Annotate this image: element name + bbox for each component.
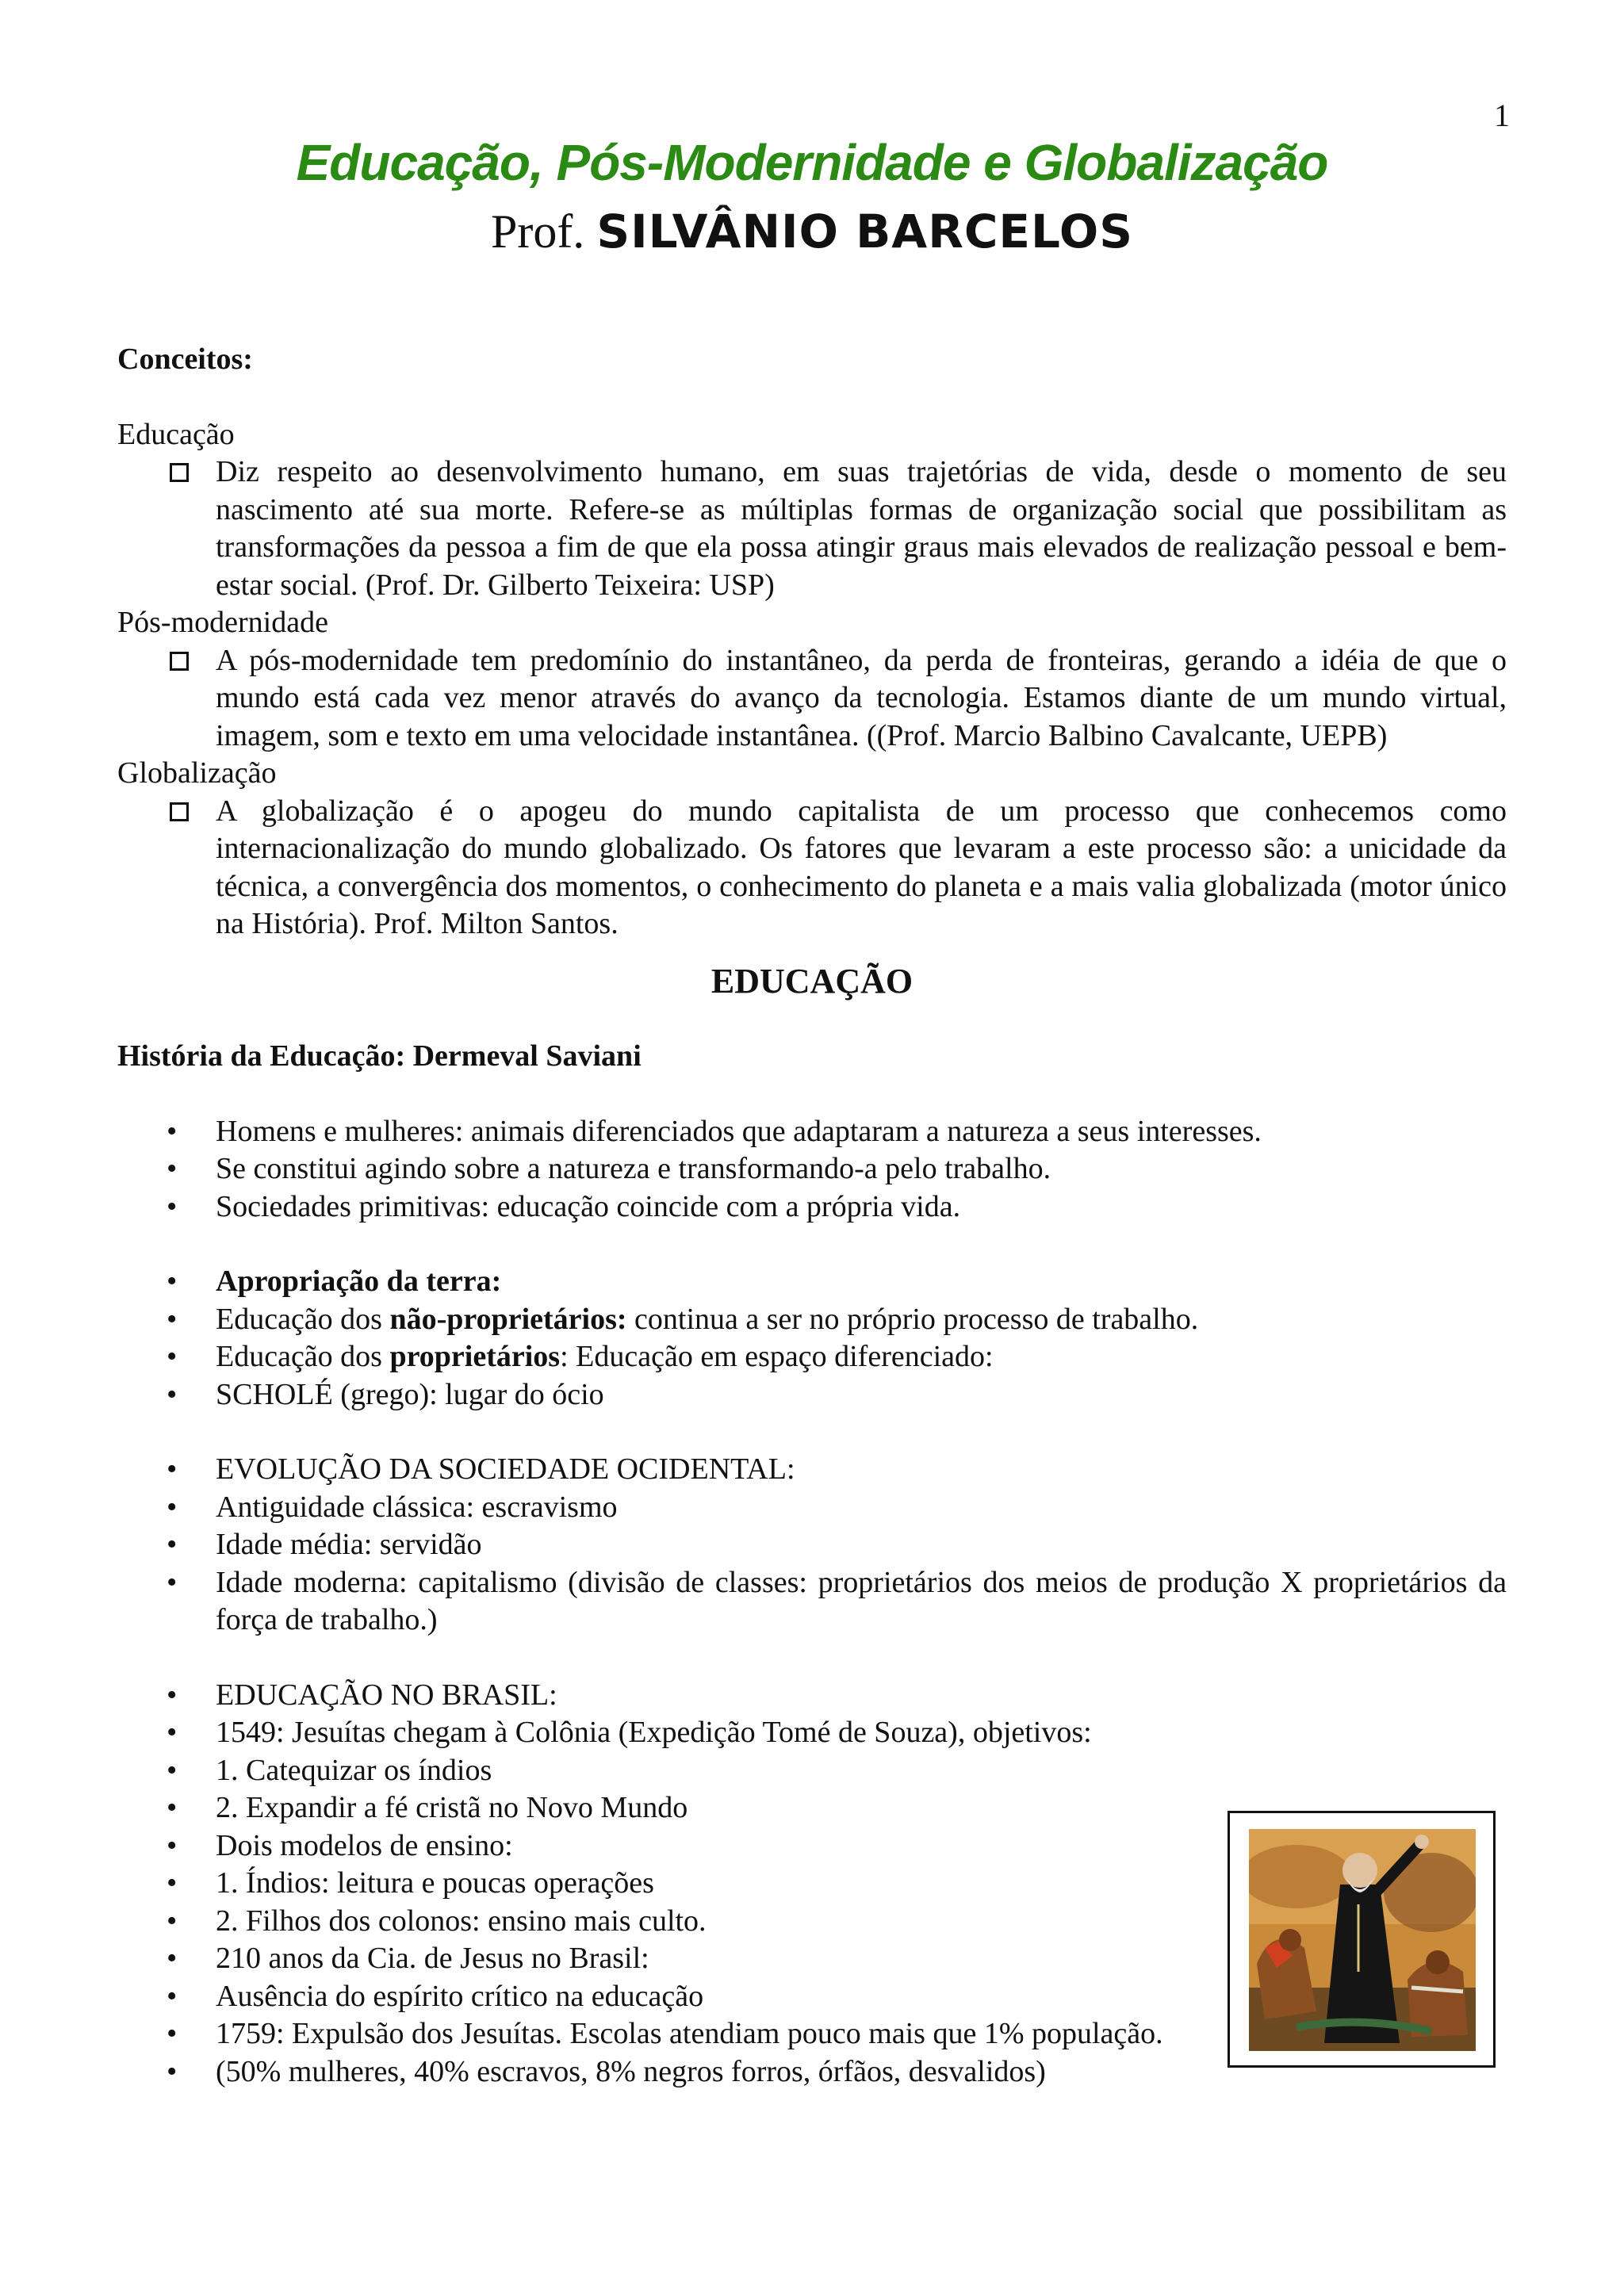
bullet-list-land [117, 1263, 1507, 1414]
list-item: • 1549: Jesuítas chegam à Colônia (Expedição Tomé de Souza), objetivos: [117, 1714, 1507, 1752]
checkbox-square-icon [170, 652, 189, 671]
concept-text: Diz respeito ao desenvolvimento humano, em suas trajetórias de vida, desde o momento de seu nascimento até sua morte. Refere-se as múltiplas formas de organização social que possibilitam as transformações da pessoa a fim de que ela possa atingir graus mais elevados de realização pessoal e bem-estar social. (Prof. Dr. Gilberto Teixeira: USP) [216, 455, 1507, 602]
list-item: • (50% mulheres, 40% escravos, 8% negros forros, órfãos, desvalidos) [117, 2053, 1507, 2091]
concept-definition [117, 642, 1507, 756]
section-heading: EDUCAÇÃO [710, 961, 914, 1001]
list-item: • 2. Expandir a fé cristã no Novo Mundo [117, 1789, 1507, 1827]
list-item-bold: Apropriação da terra: [216, 1265, 502, 1298]
page-number: 1 [1494, 98, 1510, 133]
checkbox-square-icon [170, 463, 189, 482]
list-item: • 1. Índios: leitura e poucas operações [117, 1865, 1507, 1903]
list-item [117, 1338, 1507, 1376]
list-item: • Idade média: servidão [117, 1526, 1507, 1564]
concept-definition [117, 793, 1507, 943]
list-item: • 210 anos da Cia. de Jesus no Brasil: [117, 1940, 1507, 1978]
list-item: • SCHOLÉ (grego): lugar do ócio [117, 1376, 1507, 1414]
list-item [117, 1301, 1507, 1339]
history-heading: História da Educação: Dermeval Saviani [117, 1039, 642, 1073]
list-item-bold: proprietários [389, 1340, 561, 1373]
concept-text: A pós-modernidade tem predomínio do instantâneo, da perda de fronteiras, gerando a idéia de que o mundo está cada vez menor através do avanço da tecnologia. Estamos diante de um mundo virtual, imagem, som e texto em uma velocidade instantânea. ((Prof. Marcio Balbino Cavalcante, UEPB) [216, 643, 1507, 752]
concept-term: Pós-modernidade [117, 606, 328, 639]
list-item: • Antiguidade clássica: escravismo [117, 1489, 1507, 1527]
list-item: • Idade moderna: capitalismo (divisão de classes: proprietários dos meios de produção X proprietários da força de trabalho.) [117, 1564, 1507, 1640]
list-item: • 1. Catequizar os índios [117, 1752, 1507, 1790]
list-item: • Se constitui agindo sobre a natureza e transformando-a pelo trabalho. [117, 1150, 1507, 1188]
list-item: • Ausência do espírito crítico na educação [117, 1978, 1507, 2016]
list-item [117, 1263, 1507, 1301]
checkbox-square-icon [170, 802, 189, 821]
concepts-heading: Conceitos: [117, 342, 253, 376]
bullet-list-evolution [117, 1451, 1507, 1640]
concept-term: Educação [117, 417, 235, 451]
concept-text: A globalização é o apogeu do mundo capitalista de um processo que conhecemos como internacionalização do mundo globalizado. Os fatores que levaram a este processo são: a unicidade da técnica, a convergência dos momentos, o conhecimento do planeta e a mais valia globalizada (motor único na História). Prof. Milton Santos. [216, 794, 1507, 940]
bullet-list-primitive [117, 1113, 1507, 1226]
painting-illustration [1249, 1829, 1476, 2051]
list-item: • EVOLUÇÃO DA SOCIEDADE OCIDENTAL: [117, 1451, 1507, 1489]
list-item: • Homens e mulheres: animais diferenciados que adaptaram a natureza a seus interesses. [117, 1113, 1507, 1151]
author-line [0, 205, 1624, 259]
concept-term: Globalização [117, 756, 277, 790]
list-item-text: Educação dos [216, 1340, 390, 1373]
author-prefix: Prof. [490, 205, 585, 258]
list-item: • EDUCAÇÃO NO BRASIL: [117, 1677, 1507, 1715]
list-item-text: : Educação em espaço diferenciado: [560, 1340, 994, 1373]
author-name: SILVÂNIO BARCELOS [596, 205, 1134, 258]
list-item-text: continua a ser no próprio processo de trabalho. [626, 1302, 1199, 1336]
list-item: • Sociedades primitivas: educação coincide com a própria vida. [117, 1188, 1507, 1226]
list-item: • 1759: Expulsão dos Jesuítas. Escolas atendiam pouco mais que 1% população. [117, 2015, 1507, 2053]
document-title: Educação, Pós-Modernidade e Globalização [296, 134, 1328, 191]
concept-definition [117, 453, 1507, 604]
jesuit-painting-image [1228, 1811, 1496, 2068]
list-item: • 2. Filhos dos colonos: ensino mais culto. [117, 1903, 1507, 1941]
list-item-text: Educação dos [216, 1302, 390, 1336]
list-item: • Dois modelos de ensino: [117, 1827, 1507, 1866]
list-item-bold: não-proprietários: [389, 1302, 627, 1336]
